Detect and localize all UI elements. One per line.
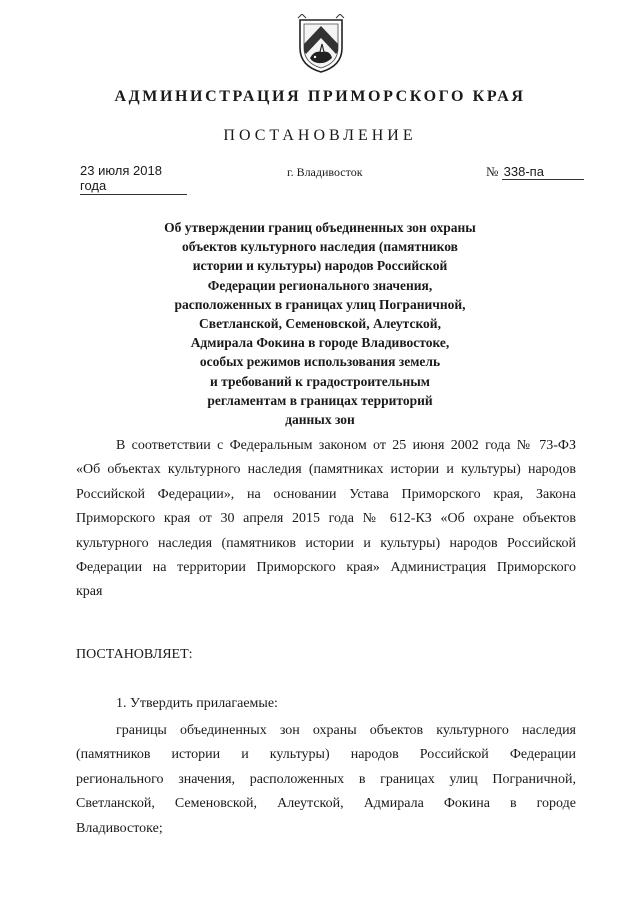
preamble-line: «Об объектах культурного наследия (памятниках истории и культуры) народов (76, 462, 576, 478)
document-date: 23 июля 2018 года (80, 163, 187, 195)
preamble-line: края (76, 584, 103, 600)
title-line: расположенных в границах улиц Пограничной, (174, 296, 466, 312)
title-line: Об утверждении границ объединенных зон охраны (164, 220, 476, 235)
resolves-heading: ПОСТАНОВЛЯЕТ: (76, 647, 193, 662)
organization-heading: АДМИНИСТРАЦИЯ ПРИМОРСКОГО КРАЯ (114, 88, 526, 105)
preamble-line: Федерации на территории Приморского края» Администрация Приморского (76, 560, 576, 576)
item-1-line: регионального значения, расположенных в границах улиц Пограничной, (76, 771, 576, 787)
title-line: регламентам в границах территорий (207, 392, 433, 408)
preamble-line: В соответствии с Федеральным законом от 25 июня 2002 года № 73-ФЗ (116, 438, 576, 453)
document-number (486, 164, 584, 180)
preamble-line: Приморского края от 30 апреля 2015 года № 612-КЗ «Об охране объектов (76, 511, 576, 527)
title-line: Федерации регионального значения, (207, 277, 433, 293)
preamble-line: Российской Федерации», на основании Устава Приморского края, Закона (76, 486, 576, 502)
preamble-paragraph (76, 434, 576, 605)
document-city: г. Владивосток (287, 165, 363, 179)
title-line: и требований к градостроительным (210, 373, 430, 389)
document-type-heading: ПОСТАНОВЛЕНИЕ (223, 127, 417, 144)
document-title (120, 218, 520, 429)
item-1-heading: 1. Утвердить прилагаемые: (116, 696, 278, 711)
item-1-line: Владивостоке; (76, 820, 163, 836)
title-line: Адмирала Фокина в городе Владивостоке, (190, 335, 450, 351)
preamble-line: культурного наследия (памятников истории и культуры) народов Российской (76, 535, 576, 551)
number-value: 338-па (502, 164, 584, 180)
item-1-line: границы объединенных зон охраны объектов культурного наследия (116, 723, 576, 738)
coat-of-arms-emblem (296, 14, 346, 74)
title-line: данных зон (285, 412, 355, 428)
number-label: № (486, 164, 499, 179)
title-line: истории и культуры) народов Российской (192, 258, 448, 274)
item-1-paragraph (76, 719, 576, 841)
item-1-line: (памятников истории и культуры) народов Российской Федерации (76, 747, 576, 763)
item-1-line: Светланской, Семеновской, Алеутской, Адмирала Фокина в городе (76, 796, 576, 812)
title-line: Светланской, Семеновской, Алеутской, (199, 316, 441, 332)
title-line: особых режимов использования земель (199, 354, 441, 370)
title-line: объектов культурного наследия (памятников (182, 239, 458, 255)
